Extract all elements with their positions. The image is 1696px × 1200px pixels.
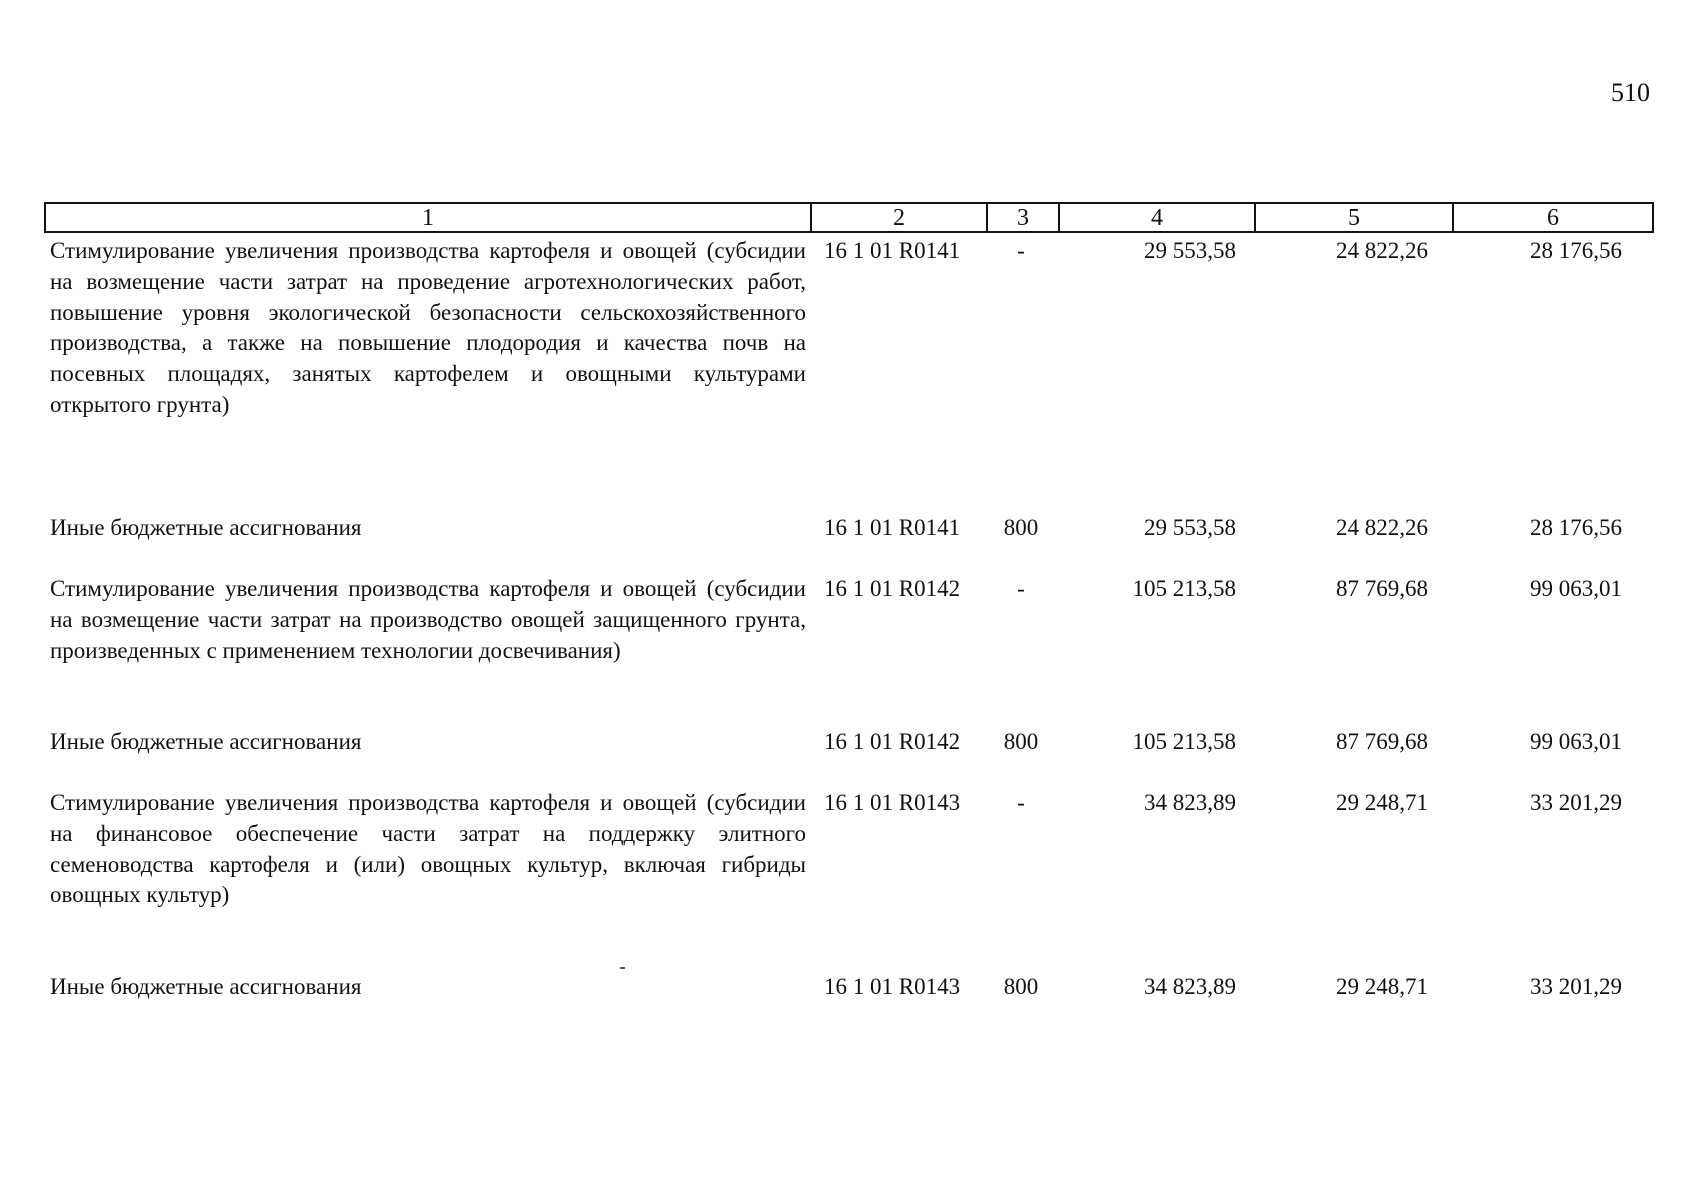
header-col-6: 6	[1453, 203, 1653, 232]
row-value-col4: 34 823,89	[1144, 790, 1236, 815]
row-kvr: 800	[1003, 729, 1039, 754]
row-value-col5: 24 822,26	[1336, 238, 1428, 263]
header-col-2: 2	[811, 203, 987, 232]
row-name: Иные бюджетные ассигнования	[50, 515, 362, 540]
row-kvr: -	[1017, 238, 1025, 263]
row-value-col5: 87 769,68	[1336, 576, 1428, 601]
row-value-col6: 28 176,56	[1530, 238, 1622, 263]
row-kvr: 800	[1003, 974, 1039, 999]
row-value-col5: 29 248,71	[1336, 790, 1428, 815]
row-value-col5: 24 822,26	[1336, 515, 1428, 540]
page-number: 510	[1611, 78, 1650, 107]
row-name: Иные бюджетные ассигнования	[50, 974, 362, 999]
row-kvr: -	[1017, 576, 1025, 601]
row-value-col6: 99 063,01	[1530, 576, 1622, 601]
row-name: Иные бюджетные ассигнования	[50, 729, 362, 754]
row-value-col4: 29 553,58	[1144, 238, 1236, 263]
row-value-col4: 105 213,58	[1132, 729, 1236, 754]
row-value-col6: 33 201,29	[1530, 790, 1622, 815]
row-name: Стимулирование увеличения производства картофеля и овощей (субсидии на возмещение части затрат на проведение агротехнологических работ, повышение уровня экологической безопасности сельскохозяйственного производства, а также на повышение плодородия и качества почв на посевных площадях, занятых картофелем и овощными культурами открытого грунта)	[50, 238, 806, 417]
header-col-1: 1	[45, 203, 811, 232]
header-row	[45, 203, 1653, 232]
row-code: 16 1 01 R0143	[824, 790, 961, 815]
row-value-col6: 28 176,56	[1530, 515, 1622, 540]
header-col-5: 5	[1255, 203, 1453, 232]
row-code: 16 1 01 R0141	[824, 238, 961, 263]
header-col-3: 3	[987, 203, 1059, 232]
row-code: 16 1 01 R0142	[824, 729, 961, 754]
row-code: 16 1 01 R0141	[824, 515, 961, 540]
row-kvr: -	[1017, 790, 1025, 815]
header-col-4: 4	[1059, 203, 1255, 232]
row-code: 16 1 01 R0143	[824, 974, 961, 999]
row-value-col4: 29 553,58	[1144, 515, 1236, 540]
row-value-col4: 105 213,58	[1132, 576, 1236, 601]
row-value-col5: 29 248,71	[1336, 974, 1428, 999]
row-code: 16 1 01 R0142	[824, 576, 961, 601]
scan-speck	[620, 967, 625, 969]
row-value-col5: 87 769,68	[1336, 729, 1428, 754]
row-value-col6: 99 063,01	[1530, 729, 1622, 754]
row-kvr: 800	[1003, 515, 1039, 540]
row-name: Стимулирование увеличения производства картофеля и овощей (субсидии на возмещение части затрат на производство овощей защищенного грунта, произведенных с применением технологии досвечивания)	[50, 576, 806, 663]
row-value-col6: 33 201,29	[1530, 974, 1622, 999]
table-header	[44, 202, 1654, 233]
row-name: Стимулирование увеличения производства картофеля и овощей (субсидии на финансовое обеспечение части затрат на поддержку элитного семеноводства картофеля и (или) овощных культур, включая гибриды овощных культур)	[50, 790, 806, 908]
row-value-col4: 34 823,89	[1144, 974, 1236, 999]
